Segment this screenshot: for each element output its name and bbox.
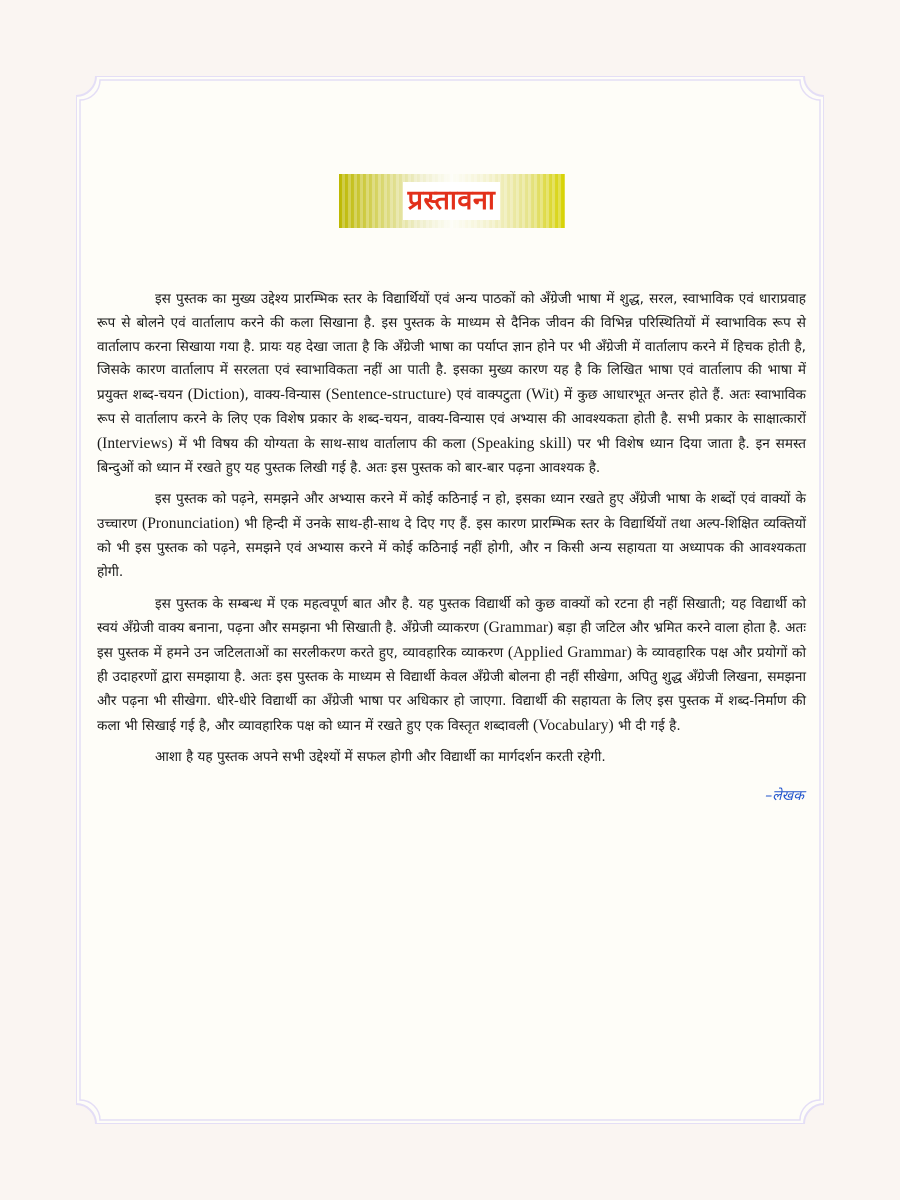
english-term: (Speaking skill) — [471, 434, 572, 452]
english-term: (Grammar) — [483, 619, 554, 637]
english-term: (Pronunciation) — [142, 515, 240, 533]
text-segment: इस पुस्तक का मुख्य उद्देश्य प्रारम्भिक स्तर के विद्यार्थियों एवं अन्य पाठकों को अँग्रेजी भाषा में शुद्ध, सरल, स्वाभाविक एवं धाराप्रवाह रूप से बोलने एवं वार्तालाप करने की कला सिखाना है. इस पुस्तक के माध्यम से दैनिक जीवन की विभिन्न परिस्थितियों में स्वाभाविक रूप से वार्तालाप करना सिखाया गया है. प्रायः यह देखा जाता है कि अँग्रेजी भाषा का पर्याप्त ज्ञान होने पर भी अँग्रेजी में वार्तालाप करने में हिचक होती है, जिसके कारण वार्तालाप में सरलता एवं स्वाभाविकता नहीं आ पाती है. इसका मुख्य कारण यह है कि लिखित भाषा एवं वार्तालाप की भाषा में प्रयुक्त शब्द-चयन — [97, 291, 806, 404]
text-segment: इस पुस्तक को पढ़ने, समझने और अभ्यास करने में कोई कठिनाई न हो, इसका ध्यान रखते हुए अँग्रेजी भाषा के शब्दों एवं वाक्यों के उच्चारण — [97, 491, 806, 533]
text-segment: एवं वाक्पटुता — [451, 387, 527, 404]
english-term: (Sentence-structure) — [325, 386, 452, 404]
text-segment: पर भी विशेष ध्यान दिया जाता है. इन समस्त बिन्दुओं को ध्यान में रखते हुए यह पुस्तक लिखी गई है. अतः इस पुस्तक को बार-बार पढ़ना आवश्यक है. — [97, 435, 807, 476]
text-segment: आशा है यह पुस्तक अपने सभी उद्देश्यों में सफल होगी और विद्यार्थी का मार्गदर्शन करती रहेगी. — [155, 749, 606, 766]
english-term: (Vocabulary) — [533, 716, 614, 734]
english-term: (Diction) — [187, 386, 245, 404]
text-segment: भी दी गई है. — [613, 717, 681, 734]
page-title: प्रस्तावना — [403, 182, 501, 220]
paragraph-3 — [97, 593, 806, 739]
paragraph-4 — [97, 746, 806, 770]
paragraph-2 — [97, 488, 806, 584]
text-segment: भी हिन्दी में उनके साथ-ही-साथ दे दिए गए हैं. इस कारण प्रारम्भिक स्तर के विद्यार्थियों तथा अल्प-शिक्षित व्यक्तियों को भी इस पुस्तक को पढ़ने, समझने एवं अभ्यास करने में कोई कठिनाई नहीं होगी, और न किसी अन्य सहायता या अध्यापक की आवश्यकता होगी. — [97, 516, 806, 580]
text-segment: में भी विषय की योग्यता के साथ-साथ वार्तालाप की कला — [172, 435, 472, 452]
preface-content — [97, 174, 806, 805]
preface-body — [97, 288, 806, 770]
english-term: (Interviews) — [97, 434, 173, 452]
title-banner — [339, 174, 565, 228]
text-segment: के व्यावहारिक पक्ष और प्रयोगों को ही उदाहरणों द्वारा समझाया है. अतः इस पुस्तक के माध्यम से विद्यार्थी केवल अँग्रेजी बोलना ही नहीं सीखेगा, अपितु शुद्ध अँग्रेजी लिखना, समझना और पढ़ना भी सीखेगा. धीरे-धीरे विद्यार्थी का अँग्रेजी भाषा पर अधिकार हो जाएगा. विद्यार्थी की सहायता के लिए इस पुस्तक में शब्द-निर्माण की कला भी सिखाई गई है, और व्यावहारिक पक्ष को ध्यान में रखते हुए एक विस्तृत शब्दावली — [97, 645, 806, 734]
text-segment: बड़ा ही जटिल और भ्रमित करने वाला होता है. अतः इस पुस्तक में हमने उन जटिलताओं का सरलीकरण करते हुए, व्यावहारिक व्याकरण — [97, 620, 806, 662]
text-segment: , वाक्य-विन्यास — [244, 387, 326, 404]
english-term: (Applied Grammar) — [507, 644, 632, 662]
author-signature: –लेखक — [765, 788, 804, 805]
text-segment: में कुछ आधारभूत अन्तर होते हैं. अतः स्वाभाविक रूप से वार्तालाप करने के लिए एक विशेष प्रकार के शब्द-चयन, वाक्य-विन्यास एवं अभ्यास की आवश्यकता होती है. सभी प्रकार के साक्षात्कारों — [97, 387, 806, 427]
paragraph-1 — [97, 288, 806, 480]
english-term: (Wit) — [526, 386, 560, 404]
text-segment: इस पुस्तक के सम्बन्ध में एक महत्वपूर्ण बात और है. यह पुस्तक विद्यार्थी को कुछ वाक्यों को रटना ही नहीं सिखाती; यह विद्यार्थी को स्वयं अँग्रेजी वाक्य बनाना, पढ़ना और समझना भी सिखाती है. अँग्रेजी व्याकरण — [97, 595, 806, 637]
